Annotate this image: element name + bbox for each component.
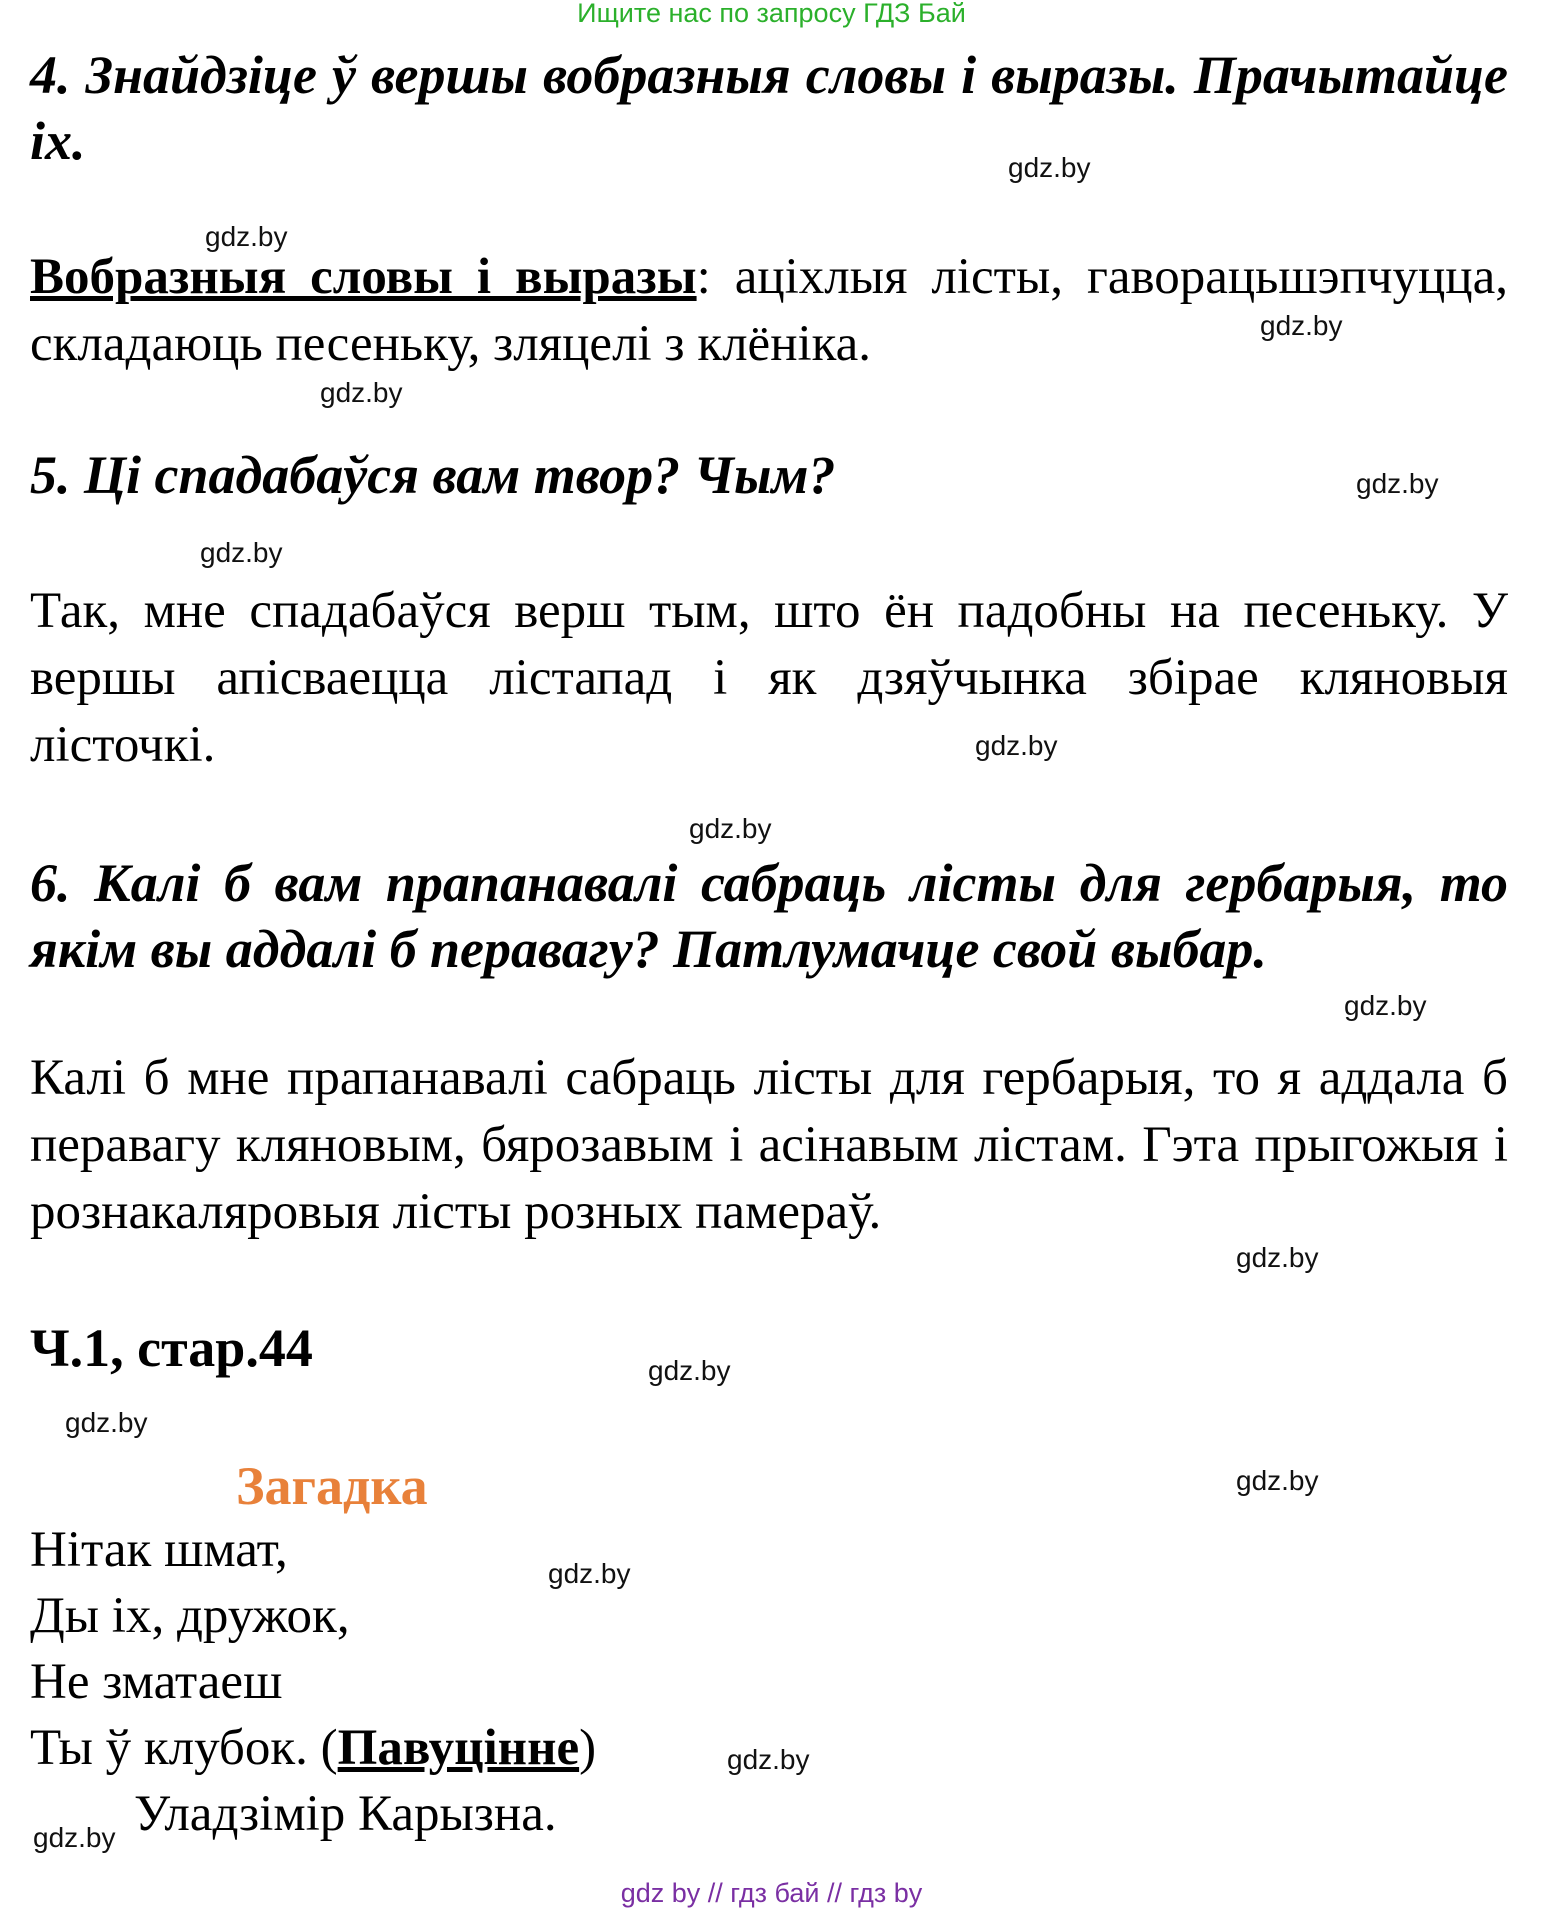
- top-banner[interactable]: Ищите нас по запросу ГДЗ Бай: [577, 0, 966, 28]
- watermark: gdz.by: [727, 1744, 810, 1775]
- watermark: gdz.by: [1236, 1242, 1319, 1273]
- watermark: gdz.by: [33, 1822, 116, 1853]
- riddle-line-4-prefix: Ты ў клубок. (: [30, 1720, 338, 1776]
- watermark: gdz.by: [320, 377, 403, 408]
- watermark: gdz.by: [1260, 310, 1343, 341]
- watermark: gdz.by: [205, 221, 288, 252]
- watermark: gdz.by: [548, 1558, 631, 1589]
- question-4: 4. Знайдзіце ў вершы вобразныя словы і выразы. Прачытайце іх.: [30, 45, 1508, 171]
- riddle-line-3: Не зматаеш: [30, 1654, 283, 1710]
- riddle-line-4: [30, 1715, 596, 1781]
- answer-5: Так, мне спадабаўся верш тым, што ён падобны на песеньку. У вершы апісваецца лістапад і як дзяўчынка збірае кляновыя лісточкі.: [30, 583, 1508, 773]
- footer-links[interactable]: gdz by // гдз бай // гдз by: [620, 1878, 923, 1908]
- riddle-line-2: Ды іх, дружок,: [30, 1588, 350, 1644]
- watermark: gdz.by: [1236, 1465, 1319, 1496]
- watermark: gdz.by: [65, 1407, 148, 1438]
- watermark: gdz.by: [200, 537, 283, 568]
- riddle-title: Загадка: [236, 1456, 428, 1516]
- watermark: gdz.by: [689, 813, 772, 844]
- answer-6: Калі б мне прапанавалі сабраць лісты для гербарыя, то я аддала б перавагу кляновым, бярозавым і асінавым лістам. Гэта прыгожыя і рознакаляровыя лісты розных памераў.: [30, 1050, 1508, 1240]
- watermark: gdz.by: [1008, 152, 1091, 183]
- watermark: gdz.by: [1344, 990, 1427, 1021]
- riddle-author: Уладзімір Карызна.: [134, 1786, 557, 1842]
- question-5: 5. Ці спадабаўся вам твор? Чым?: [30, 445, 836, 505]
- watermark: gdz.by: [648, 1355, 731, 1386]
- answer-4-label: Вобразныя словы і выразы: [30, 249, 697, 305]
- riddle-answer: Павуцінне: [337, 1720, 580, 1776]
- riddle-line-1: Нітак шмат,: [30, 1522, 288, 1578]
- answer-4-text: : аціхлыя лісты, гаворацьшэпчуцца, складаюць песеньку, зляцелі з клёніка.: [30, 249, 1508, 372]
- page-reference: Ч.1, стар.44: [30, 1318, 313, 1378]
- question-6: 6. Калі б вам прапанавалі сабраць лісты для гербарыя, то якім вы аддалі б перавагу? Патлумачце свой выбар.: [30, 853, 1508, 979]
- watermark: gdz.by: [975, 730, 1058, 761]
- watermark: gdz.by: [1356, 468, 1439, 499]
- riddle-line-4-suffix: ): [579, 1720, 597, 1776]
